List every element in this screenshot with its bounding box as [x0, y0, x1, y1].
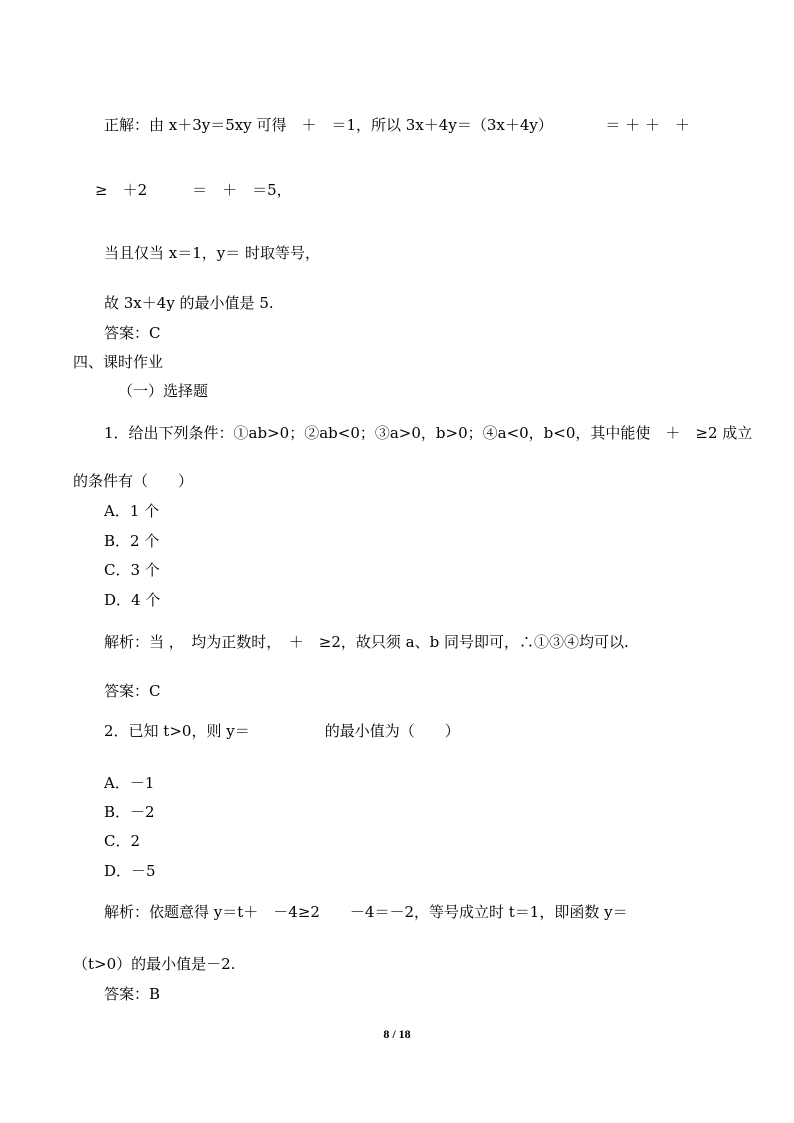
- text-minimum-value: 故 3x＋4y 的最小值是 5.: [104, 294, 274, 312]
- text-solution-inequality: ≥ ＋2 ＝ ＋ ＝5，: [95, 181, 292, 199]
- question-1-analysis: 解析：当 ， 均为正数时， ＋ ≥2，故只须 a、b 同号即可，∴①③④均可以.: [104, 633, 629, 651]
- question-2-answer: 答案：B: [104, 985, 161, 1003]
- question-1-text: 1．给出下列条件：①ab>0；②ab<0；③a>0，b>0；④a<0，b<0，其中能使 ＋ ≥2 成立: [104, 424, 753, 442]
- page-number: 8 / 18: [383, 1027, 411, 1041]
- question-2-text: 2．已知 t>0，则 y＝ 的最小值为（ ）: [104, 722, 460, 740]
- question-2-option-c: C．2: [104, 832, 141, 850]
- question-2-analysis-cont: （t>0）的最小值是－2.: [73, 955, 236, 973]
- question-1-option-a: A．1 个: [104, 502, 160, 520]
- text-solution-intro: 正解：由 x＋3y＝5xy 可得 ＋ ＝1，所以 3x＋4y＝（3x＋4y） ＝ ＋ ＋ ＋: [104, 116, 690, 134]
- question-2-option-a: A．－1: [104, 774, 155, 792]
- section-heading-homework: 四、课时作业: [73, 353, 164, 371]
- text-answer-1: 答案：C: [104, 324, 161, 342]
- question-1-text-cont: 的条件有（ ）: [73, 472, 194, 490]
- question-1-option-c: C．3 个: [104, 561, 160, 579]
- subsection-heading-choice: （一）选择题: [118, 382, 209, 400]
- question-1-option-d: D．4 个: [104, 591, 161, 609]
- text-equality-condition: 当且仅当 x＝1，y＝ 时取等号，: [104, 244, 321, 262]
- question-1-option-b: B．2 个: [104, 532, 160, 550]
- question-1-answer: 答案：C: [104, 682, 161, 700]
- question-2-option-d: D．－5: [104, 862, 156, 880]
- question-2-analysis: 解析：依题意得 y＝t＋ －4≥2 －4＝－2，等号成立时 t＝1，即函数 y＝: [104, 903, 628, 921]
- question-2-option-b: B．－2: [104, 803, 155, 821]
